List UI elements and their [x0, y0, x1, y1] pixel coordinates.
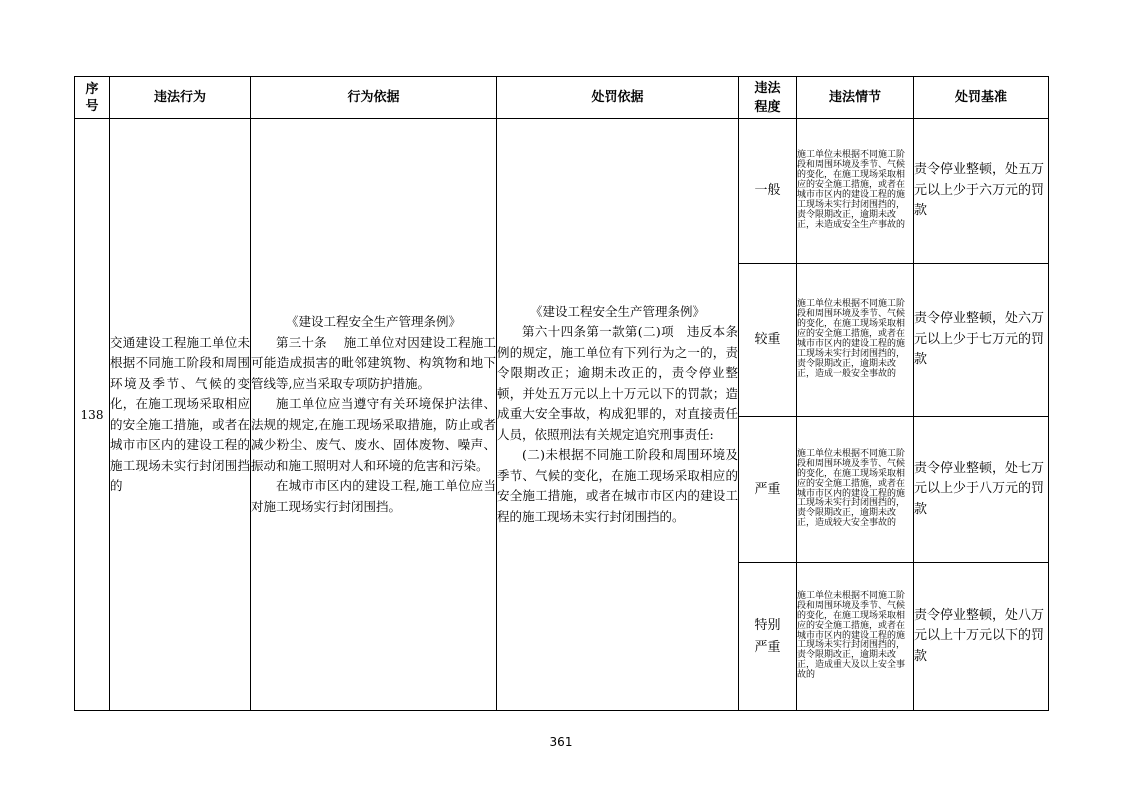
conduct-basis-paragraph: 施工单位应当遵守有关环境保护法律、法规的规定,在施工现场采取措施，防止或者减少粉尘、废气、废水、固体废物、噪声、振动和施工照明对人和环境的危害和污染。 [251, 396, 496, 473]
circumstance-cell: 施工单位未根据不同施工阶段和周围环境及季节、气候的变化，在施工现场采取相应的安全施工措施，或者在城市市区内的建设工程的施工现场未实行封闭围挡的，责令限期改正，逾期未改正，造成较大安全事故的 [797, 417, 914, 563]
degree-cell: 严重 [739, 417, 797, 563]
circumstance-cell: 施工单位未根据不同施工阶段和周围环境及季节、气候的变化，在施工现场采取相应的安全施工措施，或者在城市市区内的建设工程的施工现场未实行封闭围挡的，责令限期改正，逾期未改正，造成一般安全事故的 [797, 264, 914, 417]
table-row [75, 119, 1049, 264]
standard-cell: 责令停业整顿，处五万元以上少于六万元的罚款 [914, 119, 1049, 264]
circumstance-cell: 施工单位未根据不同施工阶段和周围环境及季节、气候的变化，在施工现场采取相应的安全施工措施，或者在城市市区内的建设工程的施工现场未实行封闭围挡的，责令限期改正，逾期未改正，造成重大及以上安全事故的 [797, 563, 914, 711]
standard-cell: 责令停业整顿，处八万元以上十万元以下的罚款 [914, 563, 1049, 711]
conduct-basis-paragraph: 第三十条 施工单位对因建设工程施工可能造成损害的毗邻建筑物、构筑物和地下管线等,应当采取专项防护措施。 [251, 334, 496, 391]
header-conduct-basis: 行为依据 [251, 77, 497, 119]
conduct-basis-cell [251, 119, 497, 711]
header-degree: 违法程度 [739, 77, 797, 119]
header-seq: 序号 [75, 77, 110, 119]
penalty-basis-cell [497, 119, 739, 711]
degree-cell: 特别严重 [739, 563, 797, 711]
header-penalty-basis: 处罚依据 [497, 77, 739, 119]
standard-cell: 责令停业整顿，处七万元以上少于八万元的罚款 [914, 417, 1049, 563]
conduct-basis-paragraph: 在城市市区内的建设工程,施工单位应当对施工现场实行封闭围挡。 [251, 478, 496, 514]
penalty-basis-title: 《建设工程安全生产管理条例》 [529, 303, 705, 319]
penalty-basis-paragraph: 第六十四条第一款第(二)项 违反本条例的规定，施工单位有下列行为之一的，责令限期改正；逾期未改正的，责令停业整顿，并处五万元以上十万元以下的罚款；造成重大安全事故，构成犯罪的，对直接责任人员，依照刑法有关规定追究刑事责任: [497, 324, 738, 442]
degree-cell: 较重 [739, 264, 797, 417]
record-number: 138 [75, 119, 110, 711]
penalty-table [74, 76, 1049, 711]
violation-text: 交通建设工程施工单位未根据不同施工阶段和周围环境及季节、气候的变化，在施工现场采取相应的安全施工措施，或者在城市市区内的建设工程的施工现场未实行封闭围挡的 [110, 119, 251, 711]
page-number: 361 [549, 735, 573, 749]
header-row [75, 77, 1049, 119]
standard-cell: 责令停业整顿，处六万元以上少于七万元的罚款 [914, 264, 1049, 417]
header-violation: 违法行为 [110, 77, 251, 119]
circumstance-cell: 施工单位未根据不同施工阶段和周围环境及季节、气候的变化，在施工现场采取相应的安全施工措施，或者在城市市区内的建设工程的施工现场未实行封闭围挡的，责令限期改正，逾期未改正，未造成安全生产事故的 [797, 119, 914, 264]
header-standard: 处罚基准 [914, 77, 1049, 119]
penalty-basis-paragraph: (二)未根据不同施工阶段和周围环境及季节、气候的变化，在施工现场采取相应的安全施工措施，或者在城市市区内的建设工程的施工现场未实行封闭围挡的。 [497, 447, 738, 524]
degree-cell: 一般 [739, 119, 797, 264]
header-circumstance: 违法情节 [797, 77, 914, 119]
conduct-basis-title: 《建设工程安全生产管理条例》 [285, 314, 461, 329]
